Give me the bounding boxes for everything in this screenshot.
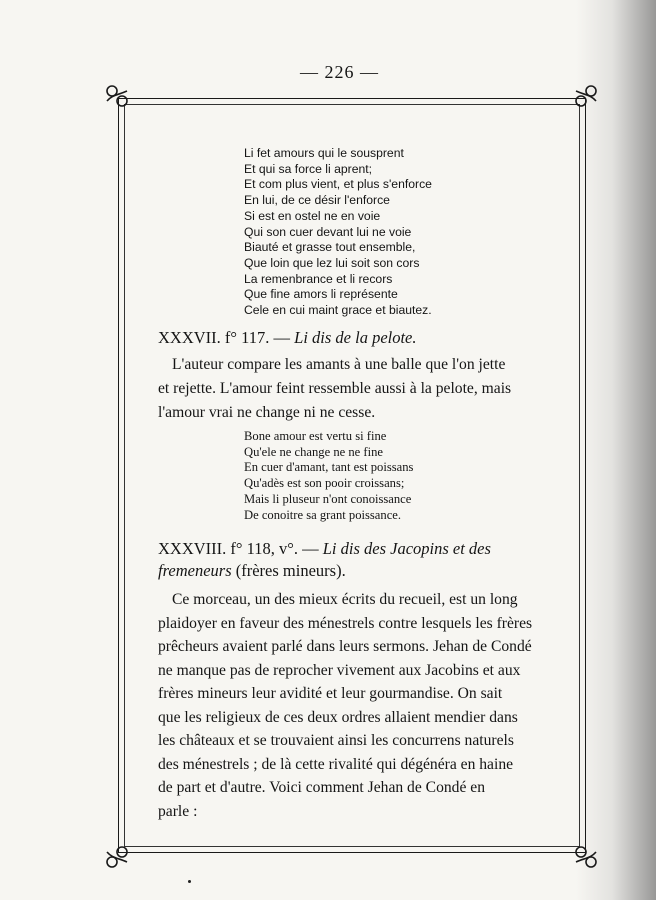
corner-ornament-icon	[573, 83, 599, 109]
heading-prefix: XXXVIII. f° 118, v°. —	[158, 539, 323, 558]
verse-line: La remenbrance et li recors	[244, 271, 393, 286]
heading-suffix: (frères mineurs).	[231, 561, 346, 580]
paragraph-2	[158, 588, 538, 823]
paragraph-line: Ce morceau, un des mieux écrits du recueil, est un long	[172, 591, 518, 608]
verse-line: Biauté et grasse tout ensemble,	[244, 240, 416, 255]
section-heading-xxxvii	[158, 327, 417, 349]
section-heading-xxxviii	[158, 538, 538, 582]
verse-line: Cele en cui maint grace et biautez.	[244, 303, 432, 318]
paragraph-1	[158, 353, 538, 425]
verse-line: De conoitre sa grant poissance.	[244, 507, 402, 522]
corner-ornament-icon	[573, 844, 599, 870]
paragraph-line: de part et d'autre. Voici comment Jehan de Condé en	[158, 779, 486, 796]
paragraph-line: des ménestrels ; de là cette rivalité qui dégénéra en haine	[158, 755, 514, 773]
paragraph-line: et rejette. L'amour feint ressemble aussi à la pelote, mais	[158, 380, 512, 397]
verse-line: Qui son cuer devant lui ne voie	[244, 224, 412, 239]
verse-line: Mais li pluseur n'ont conoissance	[244, 491, 412, 506]
heading-title: Li dis des Jacopins et des fremeneurs	[158, 539, 491, 580]
verse-line: Li fet amours qui le sousprent	[244, 146, 404, 160]
paragraph-line: parle :	[158, 802, 198, 820]
heading-title: Li dis de la pelote.	[294, 328, 417, 347]
paragraph-line: les châteaux et se trouvaient ainsi les concurrens naturels	[158, 732, 514, 749]
page-edge-shadow	[576, 0, 656, 900]
paragraph-line: que les religieux de ces deux ordres allaient mendier dans	[158, 708, 518, 726]
paragraph-line: frères mineurs leur avidité et leur gourmandise. On sait	[158, 685, 503, 702]
verse-line: En cuer d'amant, tant est poissans	[244, 460, 414, 475]
page-number: — 226 —	[300, 62, 379, 82]
verse-line: Que fine amors li représente	[244, 287, 398, 302]
verse-line: Et qui sa force li aprent;	[244, 161, 373, 176]
paragraph-line: prêcheurs avaient parlé dans leurs sermons. Jehan de Condé	[158, 638, 532, 655]
verse-line: Si est en ostel ne en voie	[244, 208, 381, 223]
paragraph-line: plaidoyer en faveur des ménestrels contre lesquels les frères	[158, 614, 533, 632]
paragraph-line: L'auteur compare les amants à une balle que l'on jette	[172, 356, 506, 373]
paragraph-line: l'amour vrai ne change ni ne cesse.	[158, 404, 376, 421]
verse-line: Que loin que lez lui soit son cors	[244, 255, 420, 270]
ink-speck	[188, 880, 191, 883]
verse-line: Et com plus vient, et plus s'enforce	[244, 177, 432, 192]
verse-line: En lui, de ce désir l'enforce	[244, 193, 390, 208]
heading-prefix: XXXVII. f° 117. —	[158, 328, 295, 347]
verse-block-1	[244, 146, 432, 319]
verse-block-2	[244, 429, 413, 523]
corner-ornament-icon	[104, 83, 130, 109]
verse-line: Qu'adès est son pooir croissans;	[244, 476, 405, 491]
verse-line: Qu'ele ne change ne ne fine	[244, 444, 383, 459]
corner-ornament-icon	[104, 844, 130, 870]
verse-line: Bone amour est vertu si fine	[244, 429, 387, 443]
paragraph-line: ne manque pas de reprocher vivement aux Jacobins et aux	[158, 661, 521, 679]
